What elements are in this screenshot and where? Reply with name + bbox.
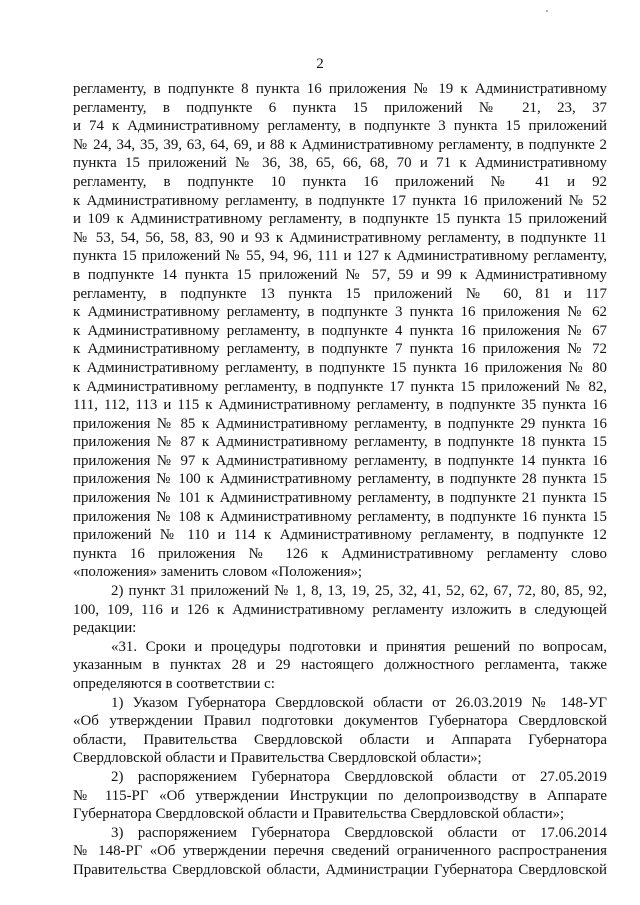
text-line: Свердловской области и Правительства Свердловской области»; — [73, 750, 482, 767]
text-line: 2) распоряжением Губернатора Свердловской области от 27.05.2019 — [111, 768, 607, 785]
text-line: 2) пункт 31 приложений № 1, 8, 13, 19, 25, 32, 41, 52, 62, 67, 72, 80, 85, 92, — [111, 583, 607, 600]
text-line: области, Правительства Свердловской области и Аппарата Губернатора — [73, 731, 607, 748]
text-line: приложения № 87 к Административному регламенту, в подпункте 18 пункта 15 — [73, 434, 607, 451]
text-line: 1) Указом Губернатора Свердловской области от 26.03.2019 № 148-УГ — [111, 694, 607, 711]
text-line: регламенту, в подпункте 8 пункта 16 приложения № 19 к Административному — [73, 81, 607, 97]
text-line: к Административному регламенту, в подпункте 17 пункта 16 приложений № 52 — [73, 192, 607, 209]
text-line: № 53, 54, 56, 58, 83, 90 и 93 к Административному регламенту, в подпункте 11 — [73, 229, 607, 246]
text-line: к Административному регламенту, в подпункте 7 пункта 16 приложения № 72 — [73, 341, 607, 358]
text-line: Правительства Свердловской области, Администрации Губернатора Свердловской — [73, 861, 607, 878]
text-line: № 24, 34, 35, 39, 63, 64, 69, и 88 к Административному регламенту, в подпункте 2 — [73, 136, 607, 153]
text-line: Губернатора Свердловской области и Правительства Свердловской области»; — [73, 806, 565, 823]
text-line: приложения № 97 к Административному регламенту, в подпункте 14 пункта 16 — [73, 452, 607, 469]
text-line: пункта 15 приложений № 36, 38, 65, 66, 68, 70 и 71 к Административному — [73, 155, 607, 172]
text-line: «Об утверждении Правил подготовки документов Губернатора Свердловской — [73, 713, 607, 730]
text-line: указанным в пунктах 28 и 29 настоящего должностного регламента, также — [73, 657, 607, 674]
text-line: и 74 к Административному регламенту, в подпункте 3 пункта 15 приложений — [73, 118, 607, 135]
text-line: «31. Сроки и процедуры подготовки и принятия решений по вопросам, — [111, 638, 607, 655]
text-line: приложения № 100 к Административному регламенту, в подпункте 28 пункта 15 — [73, 471, 607, 488]
text-line: к Административному регламенту, в подпункте 3 пункта 16 приложения № 62 — [73, 304, 607, 321]
text-line: приложения № 108 к Административному регламенту, в подпункте 16 пункта 15 — [73, 508, 607, 525]
text-line: регламенту, в подпункте 13 пункта 15 приложений № 60, 81 и 117 — [73, 285, 607, 302]
text-line: в подпункте 14 пункта 15 приложений № 57, 59 и 99 к Административному — [73, 266, 607, 283]
text-line: редакции: — [73, 620, 137, 637]
text-line: приложений № 110 и 114 к Административному регламенту, в подпункте 12 — [73, 527, 607, 544]
document-body — [73, 80, 607, 880]
text-line: и 109 к Административному регламенту, в подпункте 15 пункта 15 приложений — [73, 211, 607, 228]
text-line: приложения № 85 к Административному регламенту, в подпункте 29 пункта 16 — [73, 415, 607, 432]
text-line: к Административному регламенту, в подпункте 17 пункта 15 приложений № 82, — [73, 378, 607, 395]
text-line: № 115-РГ «Об утверждении Инструкции по делопроизводству в Аппарате — [73, 787, 607, 804]
text-line: 100, 109, 116 и 126 к Административному регламенту изложить в следующей — [73, 601, 607, 618]
text-line: регламенту, в подпункте 10 пункта 16 приложений № 41 и 92 — [73, 173, 607, 190]
text-line: «положения» заменить словом «Положения»; — [73, 564, 363, 581]
text-line: к Административному регламенту, в подпункте 4 пункта 16 приложения № 67 — [73, 322, 607, 339]
text-line: определяются в соответствии с: — [73, 676, 275, 692]
text-line: пункта 16 приложения № 126 к Административному регламенту слово — [73, 545, 607, 562]
text-line: регламенту, в подпункте 6 пункта 15 приложений № 21, 23, 37 — [73, 99, 607, 116]
text-line: № 148-РГ «Об утверждении перечня сведений ограниченного распространения — [73, 843, 607, 860]
text-line: 3) распоряжением Губернатора Свердловской области от 17.06.2014 — [111, 824, 607, 841]
scan-speck — [546, 10, 548, 12]
text-line: приложения № 101 к Административному регламенту, в подпункте 21 пункта 15 — [73, 490, 607, 507]
text-line: 111, 112, 113 и 115 к Административному регламенту, в подпункте 35 пункта 16 — [73, 397, 607, 414]
text-line: пункта 15 приложений № 55, 94, 96, 111 и 127 к Административному регламенту, — [73, 248, 607, 265]
text-line: к Административному регламенту, в подпункте 15 пункта 16 приложения № 80 — [73, 359, 607, 376]
page-number: 2 — [316, 56, 324, 72]
